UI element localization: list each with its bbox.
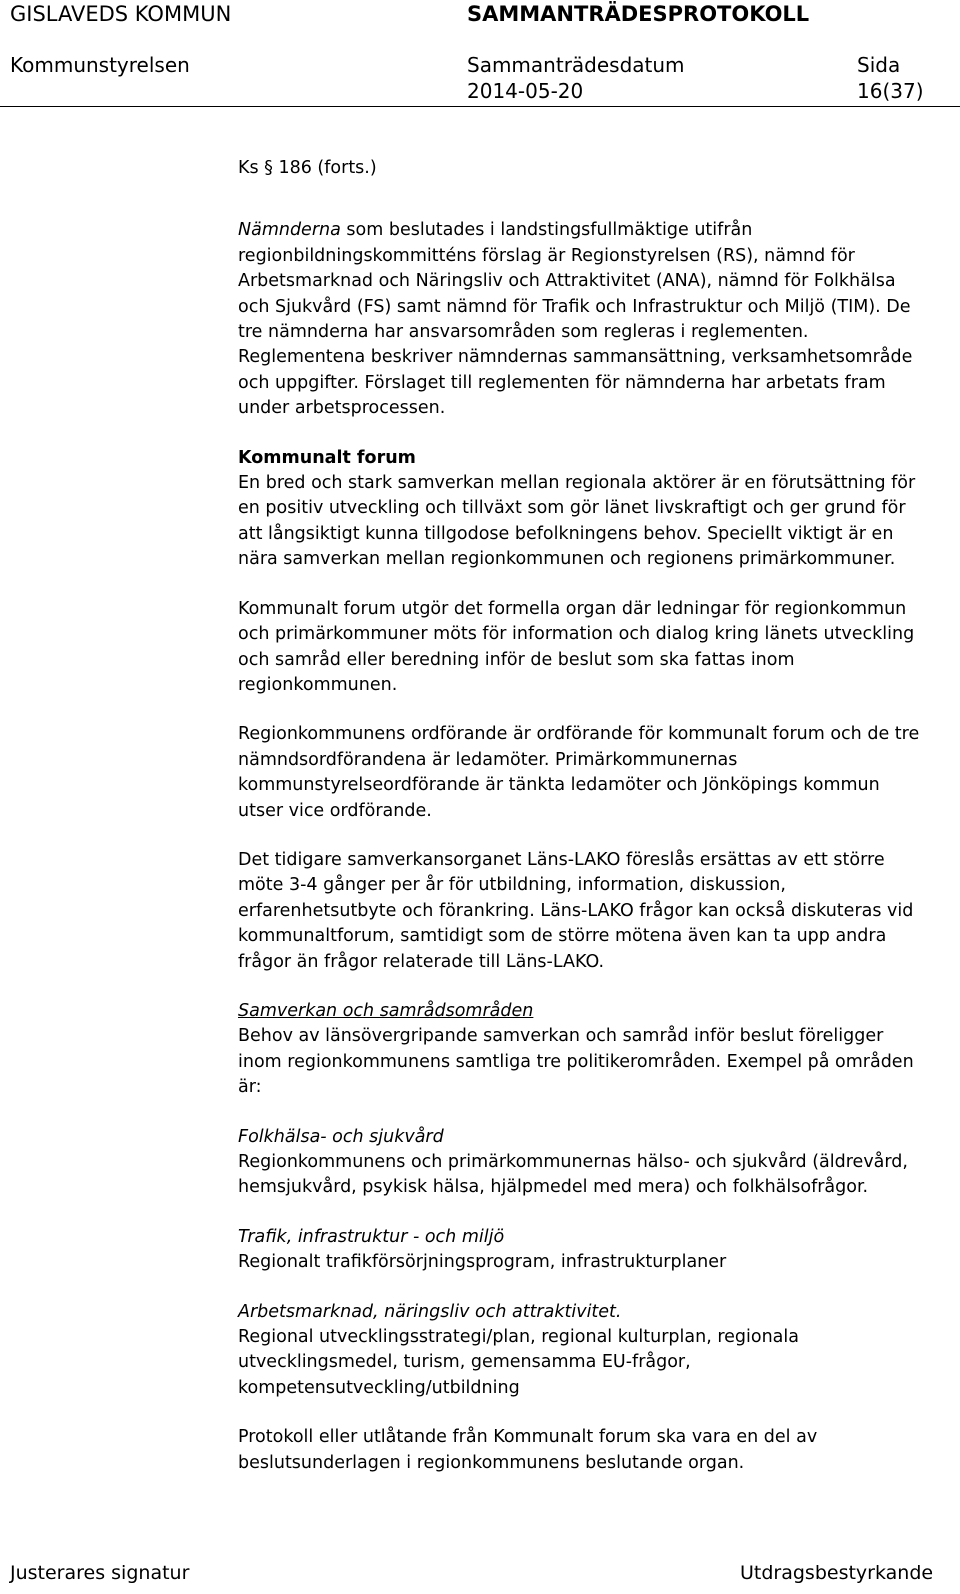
paragraph-trafik: Regionalt trafikförsörjningsprogram, infrastrukturplaner — [238, 1252, 727, 1273]
paragraph-protokoll: Protokoll eller utlåtande från Kommunalt forum ska vara en del av beslutsunderlagen i regionkommunens beslutande organ. — [238, 1427, 818, 1473]
heading-trafik: Trafik, infrastruktur - och miljö — [238, 1226, 505, 1247]
section-arbetsmarknad — [238, 1300, 928, 1402]
committee-name: Kommunstyrelsen — [10, 53, 190, 77]
municipality-name: GISLAVEDS KOMMUN — [10, 2, 232, 26]
protocol-body — [238, 156, 928, 1500]
namnderna-text: som beslutades i landstingsfullmäktige utifrån regionbildningskommitténs förslag är Regionstyrelsen (RS), nämnd för Arbetsmarknad och Näringsliv och Attraktivitet (ANA), nämnd för Folkhälsa och Sjukvård (FS) samt nämnd för Trafik och Infrastruktur och Miljö (TIM). De tre nämnderna har ansvarsområden som regleras i reglementen. Reglementena beskriver nämndernas sammansättning, verksamhetsområde och uppgifter. Förslaget till reglementen för nämnderna har arbetats fram under arbetsprocessen. — [238, 220, 913, 419]
section-kommunalt-forum — [238, 446, 928, 573]
section-folkhalsa — [238, 1125, 928, 1201]
paragraph-folkhalsa: Regionkommunens och primärkommunernas hälso- och sjukvård (äldrevård, hemsjukvård, psykisk hälsa, hjälpmedel med mera) och folkhälsofrågor. — [238, 1152, 908, 1198]
namnderna-lead: Nämnderna — [238, 220, 341, 241]
paragraph-arbetsmarknad: Regional utvecklingsstrategi/plan, regional kulturplan, regionala utvecklingsmedel, turism, gemensamma EU-frågor, kompetensutveckling/utbildning — [238, 1327, 799, 1398]
footer-extract-certification: Utdragsbestyrkande — [740, 1562, 934, 1584]
heading-samverkan: Samverkan och samrådsområden — [238, 1000, 534, 1021]
section-samverkan — [238, 999, 928, 1101]
paragraph-ordforande: Regionkommunens ordförande är ordförande för kommunalt forum och de tre nämndsordförandena är ledamöter. Primärkommunernas kommunstyrelseordförande är tänkta ledamöter och Jönköpings kommun utser vice ordförande. — [238, 724, 920, 821]
paragraph-lans-lako: Det tidigare samverkansorganet Läns-LAKO föreslås ersättas av ett större möte 3-4 gånger per år för utbildning, information, diskussion, erfarenhetsutbyte och förankring. Läns-LAKO frågor kan också diskuteras vid kommunaltforum, samtidigt som de större mötena även kan ta upp andra frågor än frågor relaterade till Läns-LAKO. — [238, 849, 914, 972]
header-rule — [0, 106, 960, 107]
heading-kommunalt-forum: Kommunalt forum — [238, 447, 416, 468]
paragraph-namnderna — [238, 218, 928, 421]
page-number: 16(37) — [857, 79, 924, 103]
heading-arbetsmarknad: Arbetsmarknad, näringsliv och attraktivitet. — [238, 1301, 622, 1322]
paragraph-kommunalt-forum: En bred och stark samverkan mellan regionala aktörer är en förutsättning för en positiv utveckling och tillväxt som gör länet livskraftigt och ger grund för att långsiktigt kunna tillgodose befolkningens behov. Speciellt viktigt är en nära samverkan mellan regionkommunen och regionens primärkommuner. — [238, 473, 916, 570]
document-type: SAMMANTRÄDESPROTOKOLL — [467, 2, 810, 26]
meeting-date: 2014-05-20 — [467, 79, 584, 103]
heading-folkhalsa: Folkhälsa- och sjukvård — [238, 1126, 444, 1147]
page-label: Sida — [857, 53, 901, 77]
footer-adjuster-signature: Justerares signatur — [10, 1562, 190, 1584]
case-reference: Ks § 186 (forts.) — [238, 158, 377, 178]
paragraph-formella-organ: Kommunalt forum utgör det formella organ där ledningar för regionkommun och primärkommuner möts för information och dialog kring länets utveckling och samråd eller beredning inför de beslut som ska fattas inom regionkommunen. — [238, 598, 915, 695]
paragraph-samverkan: Behov av länsövergripande samverkan och samråd inför beslut föreligger inom regionkommunens samtliga tre politikerområden. Exempel på områden är: — [238, 1026, 914, 1098]
section-trafik — [238, 1225, 928, 1276]
meeting-date-label: Sammanträdesdatum — [467, 53, 685, 77]
